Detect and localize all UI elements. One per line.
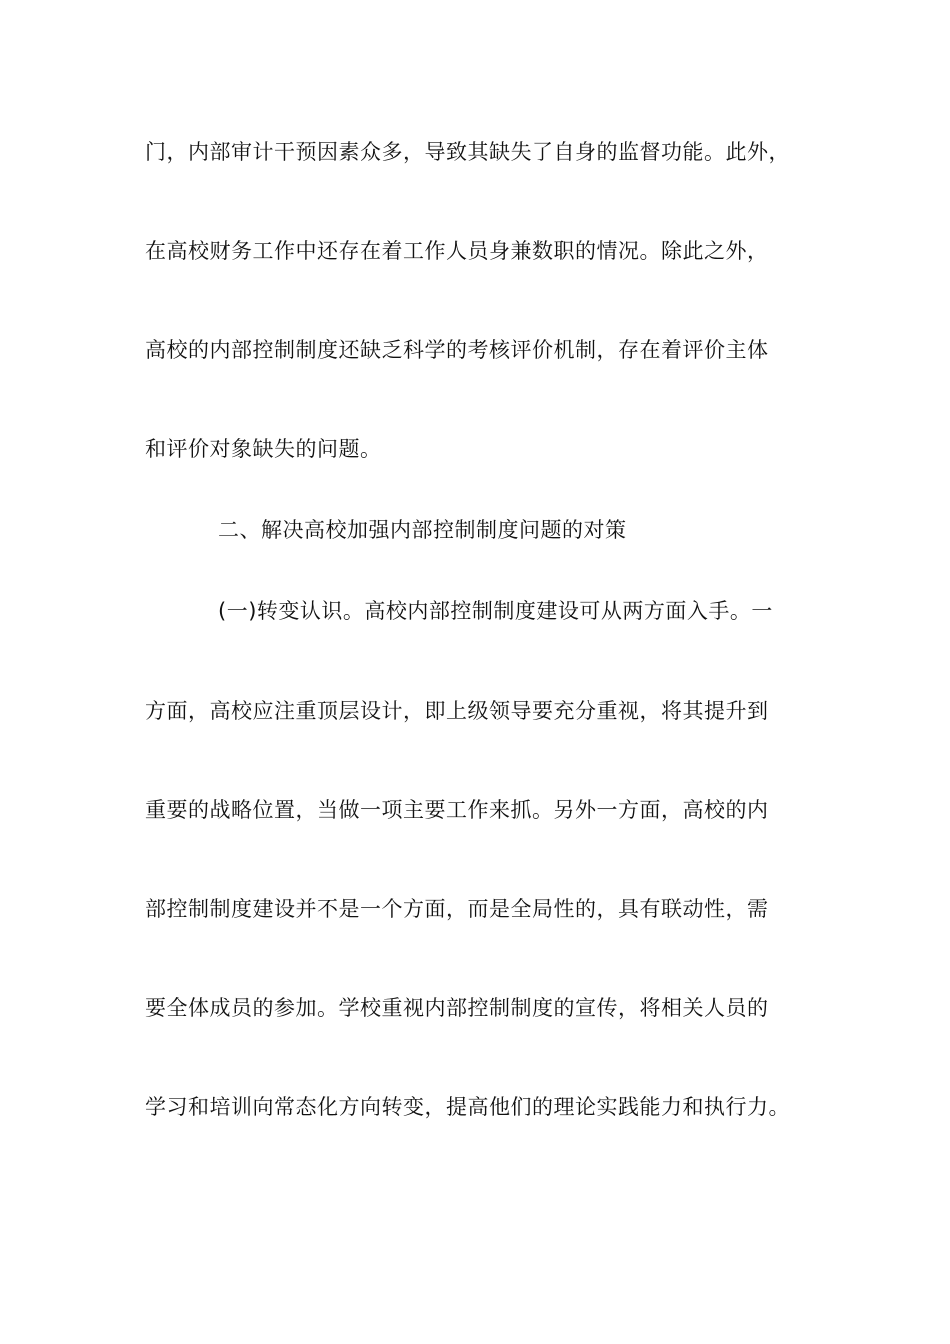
- paragraph-line: 在高校财务工作中还存在着工作人员身兼数职的情况。除此之外，: [145, 239, 769, 263]
- paragraph-line: 和评价对象缺失的问题。: [145, 437, 382, 461]
- paragraph-line: 要全体成员的参加。学校重视内部控制制度的宣传，将相关人员的: [145, 996, 769, 1020]
- paragraph-line: 方面，高校应注重顶层设计，即上级领导要充分重视，将其提升到: [145, 699, 769, 723]
- paragraph-line: 高校的内部控制制度还缺乏科学的考核评价机制，存在着评价主体: [145, 338, 769, 362]
- paragraph-line: 重要的战略位置，当做一项主要工作来抓。另外一方面，高校的内: [145, 798, 769, 822]
- paragraph-line: 学习和培训向常态化方向转变，提高他们的理论实践能力和执行力。: [145, 1095, 790, 1119]
- section-heading: 二、解决高校加强内部控制制度问题的对策: [218, 518, 627, 542]
- paragraph-line: 门，内部审计干预因素众多，导致其缺失了自身的监督功能。此外，: [145, 140, 790, 164]
- paragraph-line: (一)转变认识。高校内部控制制度建设可从两方面入手。一: [218, 599, 773, 623]
- paragraph-line: 部控制制度建设并不是一个方面，而是全局性的，具有联动性，需: [145, 897, 769, 921]
